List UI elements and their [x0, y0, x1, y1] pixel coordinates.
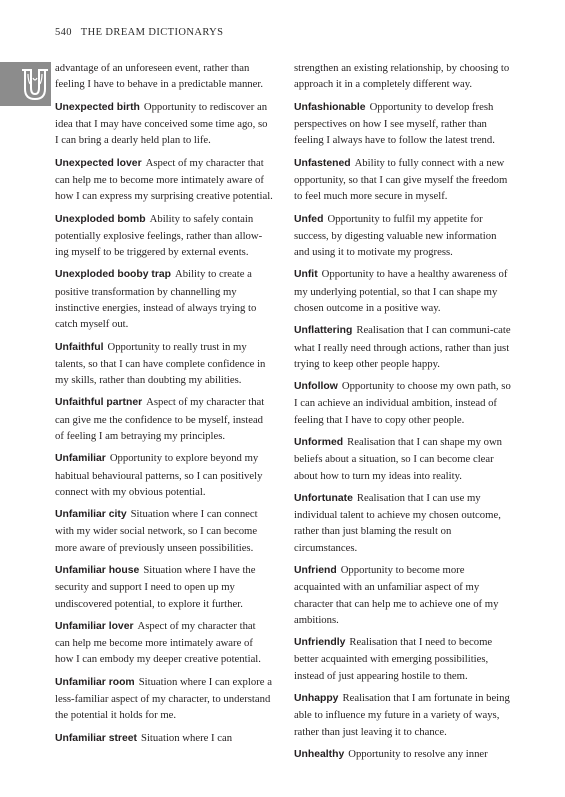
- dictionary-entry: [55, 562, 273, 612]
- entry-definition: Opportunity to really trust in my talents, so that I can have complete confidence in my skills, rather than doubting my abilities.: [55, 340, 266, 386]
- dictionary-entry: [55, 618, 273, 668]
- entry-definition: Realisation that I can shape my own beliefs about a situation, so I can become clear about how to turn my ideas into reality.: [294, 436, 503, 482]
- dictionary-entry: [294, 211, 512, 261]
- dictionary-entry: [294, 490, 512, 556]
- entry-definition: Opportunity to explore beyond my habitual behavioural patterns, so I can positively connect with my obvious potential.: [55, 452, 263, 498]
- left-column: [55, 60, 273, 753]
- entry-definition: Realisation that I am fortunate in being able to influence my future in a variety of ways, rather than just leaving it to chance.: [294, 692, 510, 738]
- section-letter-tab: [0, 62, 51, 106]
- entry-term: Unfashionable: [294, 101, 366, 113]
- entry-term: Unfaithful: [55, 341, 104, 353]
- dictionary-entry: [294, 266, 512, 316]
- entry-definition: Aspect of my character that can help me to become more intimately aware of how I can express my surprising creative potential.: [55, 156, 273, 203]
- dictionary-entry: [55, 674, 273, 724]
- entry-definition: Aspect of my character that can give me the confidence to be myself, instead of feeling I am betraying my principles.: [55, 396, 265, 442]
- dictionary-entry: [294, 562, 512, 628]
- entry-term: Unfriendly: [294, 637, 346, 649]
- dictionary-entry: [294, 322, 512, 372]
- entry-term: Unexpected lover: [55, 157, 142, 169]
- entry-definition: Opportunity to develop fresh perspectives on how I see myself, rather than feeling I always have to follow the latest trend.: [294, 100, 495, 147]
- entry-definition: Ability to create a positive transformation by channelling my instinctive energies, instead of always trying to catch myself out.: [55, 268, 257, 331]
- entry-term: Unfollow: [294, 381, 338, 393]
- book-title: THE DREAM DICTIONARYS: [80, 27, 224, 38]
- dictionary-entry: [55, 155, 273, 205]
- dictionary-entry: [55, 99, 273, 149]
- dictionary-entry: [55, 60, 273, 92]
- entry-term: Unexploded booby trap: [55, 269, 172, 281]
- entry-definition: Opportunity to become more acquainted with an unfamiliar aspect of my character that can help me to achieve one of my ambitions.: [294, 564, 499, 626]
- entry-definition: Ability to fully connect with a new opportunity, so that I can give myself the freedom to feel much more secure in myself.: [294, 156, 508, 203]
- dictionary-entry: [55, 266, 273, 332]
- dictionary-entry: [294, 434, 512, 484]
- entry-term: Unfortunate: [294, 493, 353, 505]
- dictionary-entry: [294, 99, 512, 149]
- dictionary-entry: [55, 730, 273, 747]
- entry-term: Unexploded bomb: [55, 213, 146, 225]
- entry-definition: strengthen an existing relationship, by choosing to approach it in a completely different way.: [294, 62, 510, 91]
- entry-definition: Realisation that I can use my individual talent to achieve my chosen outcome, rather than just blaming the result on circumstances.: [294, 492, 501, 554]
- entry-definition: Realisation that I need to become better acquainted with emerging possibilities, instead of just appearing hostile to them.: [294, 636, 493, 682]
- entry-term: Unfamiliar house: [55, 565, 140, 577]
- entry-definition: Situation where I can: [141, 731, 233, 744]
- entry-term: Unfamiliar street: [55, 732, 137, 744]
- dictionary-entry: [294, 60, 512, 92]
- entry-term: Unhappy: [294, 693, 339, 705]
- right-column: [294, 60, 512, 770]
- letter-u-ornament-icon: [19, 66, 49, 102]
- dictionary-entry: [55, 450, 273, 500]
- entry-term: Unformed: [294, 437, 344, 449]
- entry-definition: Situation where I can explore a less-familiar aspect of my character, to understand the potential it holds for me.: [55, 675, 272, 722]
- dictionary-entry: [294, 155, 512, 205]
- entry-term: Unexpected birth: [55, 101, 140, 113]
- dictionary-entry: [294, 634, 512, 684]
- entry-term: Unfit: [294, 269, 318, 281]
- entry-definition: Ability to safely contain potentially explosive feelings, rather than allow-ing myself to be triggered by external events.: [55, 212, 263, 258]
- dictionary-entry: [294, 378, 512, 428]
- entry-term: Unflattering: [294, 325, 353, 337]
- dictionary-entry: [55, 506, 273, 556]
- entry-term: Unfed: [294, 213, 324, 225]
- entry-definition: Opportunity to rediscover an idea that I may have conceived some time ago, so I can bring a dearly held plan to life.: [55, 100, 268, 147]
- entry-definition: Opportunity to fulfil my appetite for success, by digesting valuable new information and using it to motivate my progress.: [294, 212, 497, 258]
- entry-definition: Opportunity to resolve any inner: [348, 748, 488, 761]
- entry-term: Unfamiliar city: [55, 509, 127, 521]
- entry-term: Unfamiliar room: [55, 676, 135, 688]
- entry-definition: Aspect of my character that can help me become more intimately aware of how I can embody my deeper creative potential.: [55, 620, 261, 666]
- dictionary-entry: [55, 211, 273, 261]
- entry-term: Unfamiliar: [55, 453, 106, 465]
- entry-term: Unhealthy: [294, 749, 345, 761]
- entry-definition: Opportunity to choose my own path, so I can achieve an individual ambition, instead of feeling that I have to copy other people.: [294, 380, 511, 426]
- entry-term: Unfamiliar lover: [55, 621, 134, 633]
- dictionary-entry: [55, 394, 273, 444]
- entry-definition: Opportunity to have a healthy awareness of my underlying potential, so that I can shape my chosen outcome in a positive way.: [294, 268, 508, 314]
- entry-definition: advantage of an unforeseen event, rather than feeling I have to behave in a predictable manner.: [55, 62, 264, 91]
- entry-term: Unfastened: [294, 157, 351, 169]
- page-number: 540: [55, 27, 72, 38]
- dictionary-entry: [55, 339, 273, 389]
- entry-term: Unfriend: [294, 565, 337, 577]
- dictionary-entry: [294, 690, 512, 740]
- running-header: [55, 27, 223, 38]
- entry-definition: Realisation that I can communi-cate what I really need through actions, rather than just trying to keep other people happy.: [294, 324, 511, 370]
- entry-definition: Situation where I can connect with my wider social network, so I can become more aware of previously unseen possibilities.: [55, 508, 258, 554]
- entry-term: Unfaithful partner: [55, 397, 143, 409]
- entry-definition: Situation where I have the security and support I need to open up my undiscovered potential, to explore it further.: [55, 564, 256, 610]
- dictionary-entry: [294, 746, 512, 763]
